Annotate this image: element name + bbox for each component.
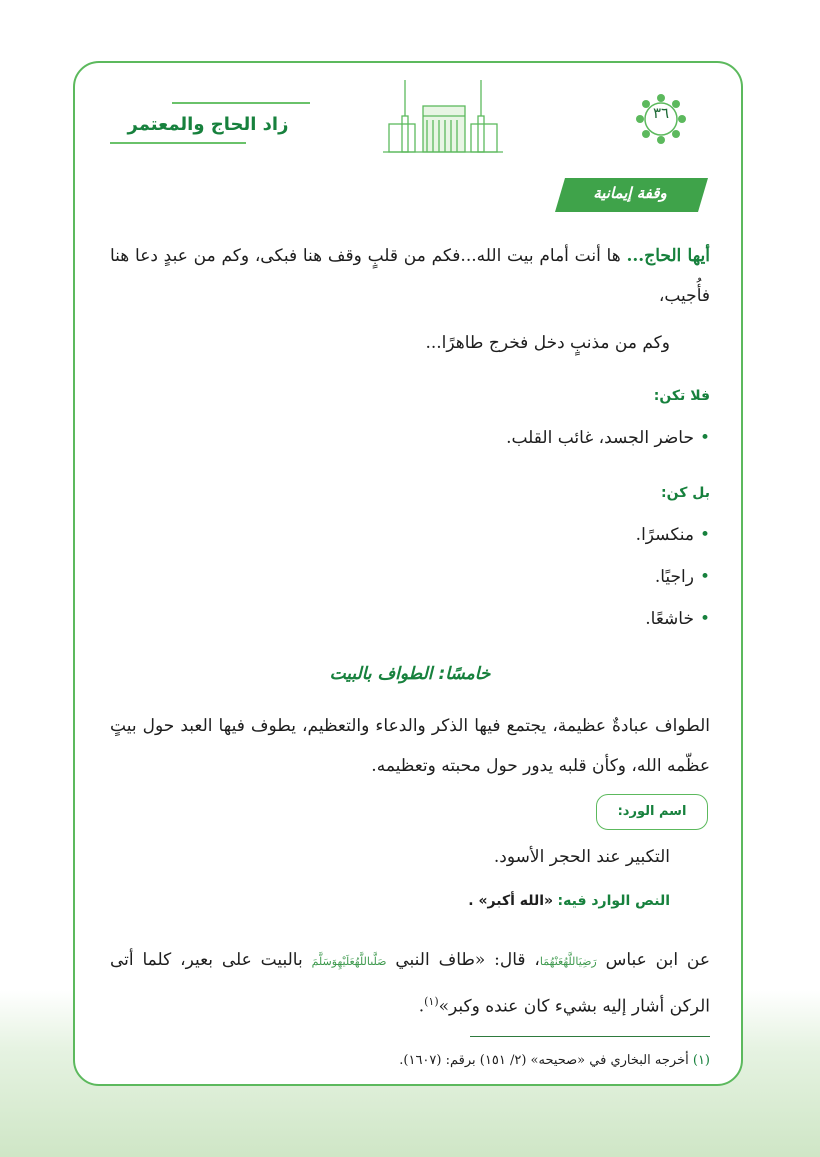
- section-paragraph: الطواف عبادةٌ عظيمة، يجتمع فيها الذكر والدعاء والتعظيم، يطوف فيها العبد حول بيتٍ عظّمه الله، وكأن قلبه يدور حول محبته وتعظيمه.: [110, 716, 710, 776]
- hadith-text: بالبيت على بعير، كلما أتى الركن أشار إليه بشيء كان عنده وكبر»: [110, 950, 710, 1017]
- footnote-marker: (١): [692, 1053, 710, 1068]
- wird-text: التكبير عند الحجر الأسود.: [493, 847, 670, 867]
- honorific: رَضِيَاللَّهُعَنْهُمَا: [539, 955, 597, 968]
- title-ornament-line: [172, 102, 310, 104]
- footnote: [399, 1053, 710, 1068]
- footnote-divider: [470, 1036, 710, 1037]
- list-item: [506, 428, 710, 448]
- hadith-text: ، قال: «طاف النبي: [386, 950, 540, 970]
- hadith-end: .: [418, 996, 425, 1017]
- list-item-text: خاشعًا.: [645, 609, 694, 629]
- list-item-text: منكسرًا.: [635, 525, 694, 545]
- page-frame: [73, 61, 743, 1086]
- list-item: [636, 525, 710, 545]
- book-title: زاد الحاج والمعتمر: [127, 114, 289, 135]
- list-item: [655, 567, 710, 587]
- footnote-reference[interactable]: (١): [424, 995, 439, 1008]
- kaaba-illustration-icon: [383, 76, 503, 154]
- hadith-text: عن ابن عباس: [596, 950, 710, 970]
- footnote-text: أخرجه البخاري في «صحيحه» (٢/ ١٥١) برقم: (١٦٠٧).: [399, 1053, 693, 1068]
- bullet-icon: •: [699, 609, 710, 629]
- hadith-paragraph: [110, 940, 710, 1027]
- intro-lead: أيها الحاج...: [626, 246, 710, 266]
- dont-be-heading: فلا تكن:: [653, 388, 710, 404]
- list-item: [645, 609, 710, 629]
- wird-label-box: اسم الورد:: [596, 794, 708, 830]
- bullet-icon: •: [699, 525, 710, 545]
- section-title: خامسًا: الطواف بالبيت: [329, 664, 491, 684]
- bullet-icon: •: [699, 428, 710, 448]
- page-number: ٣٦: [652, 104, 670, 122]
- wird-quote: [468, 893, 670, 909]
- banner-label: وقفة إيمانية: [593, 184, 667, 202]
- list-item-text: حاضر الجسد، غائب القلب.: [506, 428, 694, 448]
- wird-quote-label: النص الوارد فيه:: [557, 893, 670, 909]
- be-heading: بل كن:: [661, 485, 710, 501]
- honorific: صَلَّىاللَّهُعَلَيْهِوَسَلَّمَ: [311, 955, 387, 968]
- list-item-text: راجيًا.: [654, 567, 694, 587]
- wird-quote-value: «الله أكبر» .: [468, 893, 554, 909]
- title-ornament-line: [110, 142, 246, 144]
- intro-paragraph: [110, 236, 710, 316]
- intro-line-2: وكم من مذنبٍ دخل فخرج طاهرًا...: [425, 333, 670, 353]
- bullet-icon: •: [699, 567, 710, 587]
- intro-text: ها أنت أمام بيت الله...فكم من قلبٍ وقف هنا فبكى، وكم من عبدٍ دعا هنا فأُجيب،: [110, 246, 710, 306]
